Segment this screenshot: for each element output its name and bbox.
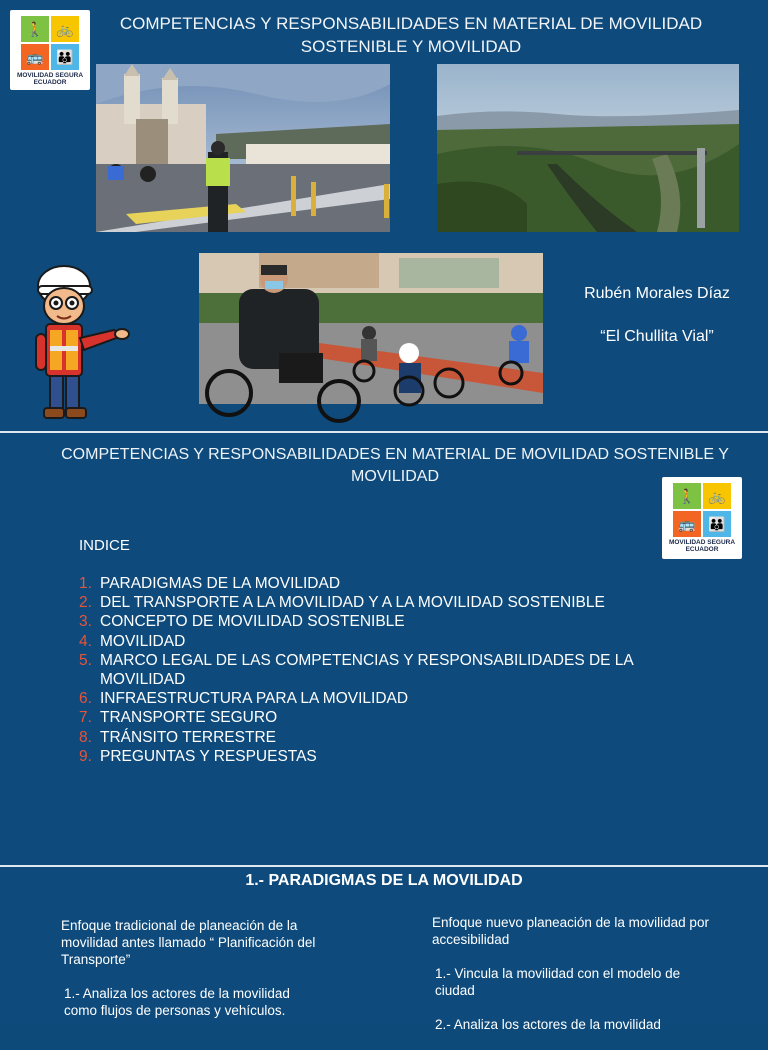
toc-text: INFRAESTRUCTURA PARA LA MOVILIDAD bbox=[100, 690, 409, 708]
movilidad-segura-logo bbox=[10, 10, 90, 90]
paradigmas-title: 1.- PARADIGMAS DE LA MOVILIDAD bbox=[245, 872, 523, 889]
index-heading: INDICE bbox=[79, 537, 130, 554]
toc-item bbox=[79, 612, 649, 631]
family-icon: 👪 bbox=[703, 511, 731, 537]
logo-text: MOVILIDAD SEGURA ECUADOR bbox=[668, 539, 736, 553]
toc-number: 4. bbox=[79, 632, 92, 650]
toc-text: MOVILIDAD bbox=[100, 632, 186, 650]
author-name: Rubén Morales Díaz bbox=[584, 285, 730, 302]
toc-number: 9. bbox=[79, 747, 92, 765]
pedestrian-icon: 🚶 bbox=[21, 16, 49, 42]
toc-item bbox=[79, 689, 649, 708]
new-point-2: 2.- Analiza los actores de la movilidad bbox=[435, 1017, 661, 1032]
toc-number: 6. bbox=[79, 690, 92, 708]
slide-paradigmas bbox=[0, 867, 768, 1032]
toc-item bbox=[79, 593, 649, 612]
toc-text: MARCO LEGAL DE LAS COMPETENCIAS Y RESPONSABILIDADES DE LA MOVILIDAD bbox=[100, 651, 633, 689]
new-approach-column bbox=[432, 914, 712, 1050]
toc-text: TRANSPORTE SEGURO bbox=[100, 709, 278, 727]
toc-item bbox=[79, 651, 649, 689]
toc-number: 7. bbox=[79, 709, 92, 727]
toc-item bbox=[79, 747, 649, 766]
bus-icon: 🚌 bbox=[21, 44, 49, 70]
bridge-canyon-photo bbox=[437, 64, 739, 232]
toc-text: TRÁNSITO TERRESTRE bbox=[100, 728, 276, 746]
toc-number: 5. bbox=[79, 651, 92, 669]
toc-item bbox=[79, 708, 649, 727]
cover-title: COMPETENCIAS Y RESPONSABILIDADES EN MATERIAL DE MOVILIDAD SOSTENIBLE Y MOVILIDAD bbox=[119, 14, 703, 56]
toc-text: PARADIGMAS DE LA MOVILIDAD bbox=[100, 575, 341, 592]
toc-number: 1. bbox=[79, 575, 92, 592]
slide-index bbox=[0, 433, 768, 865]
toc-item bbox=[79, 574, 649, 593]
movilidad-segura-logo bbox=[662, 477, 742, 559]
traditional-approach-column bbox=[61, 917, 323, 1036]
toc-text: CONCEPTO DE MOVILIDAD SOSTENIBLE bbox=[100, 613, 405, 631]
logo-text: MOVILIDAD SEGURA ECUADOR bbox=[16, 72, 84, 86]
bicycle-icon: 🚲 bbox=[51, 16, 79, 42]
new-point-1: 1.- Vincula la movilidad con el modelo de ciudad bbox=[435, 966, 681, 998]
plaza-photo bbox=[96, 64, 390, 232]
toc-text: DEL TRANSPORTE A LA MOVILIDAD Y A LA MOVILIDAD SOSTENIBLE bbox=[100, 594, 605, 612]
toc-item bbox=[79, 728, 649, 747]
toc-number: 8. bbox=[79, 728, 92, 746]
toc-number: 2. bbox=[79, 594, 92, 612]
traditional-intro: Enfoque tradicional de planeación de la movilidad antes llamado “ Planificación del Transporte” bbox=[61, 918, 316, 967]
chullita-vial-mascot bbox=[30, 258, 134, 426]
family-icon: 👪 bbox=[51, 44, 79, 70]
author-alias: “El Chullita Vial” bbox=[600, 328, 714, 345]
traditional-point-1: 1.- Analiza los actores de la movilidad como flujos de personas y vehículos. bbox=[64, 986, 290, 1018]
index-slide-title: COMPETENCIAS Y RESPONSABILIDADES EN MATERIAL DE MOVILIDAD SOSTENIBLE Y MOVILIDAD bbox=[61, 446, 729, 485]
toc-number: 3. bbox=[79, 613, 92, 631]
toc-text: PREGUNTAS Y RESPUESTAS bbox=[100, 747, 317, 765]
pedestrian-icon: 🚶 bbox=[673, 483, 701, 509]
bus-icon: 🚌 bbox=[673, 511, 701, 537]
bicycle-icon: 🚲 bbox=[703, 483, 731, 509]
toc-item bbox=[79, 632, 649, 651]
new-intro: Enfoque nuevo planeación de la movilidad por accesibilidad bbox=[432, 915, 709, 947]
table-of-contents bbox=[79, 574, 649, 766]
cyclists-photo bbox=[199, 253, 543, 404]
slide-cover bbox=[0, 0, 768, 430]
